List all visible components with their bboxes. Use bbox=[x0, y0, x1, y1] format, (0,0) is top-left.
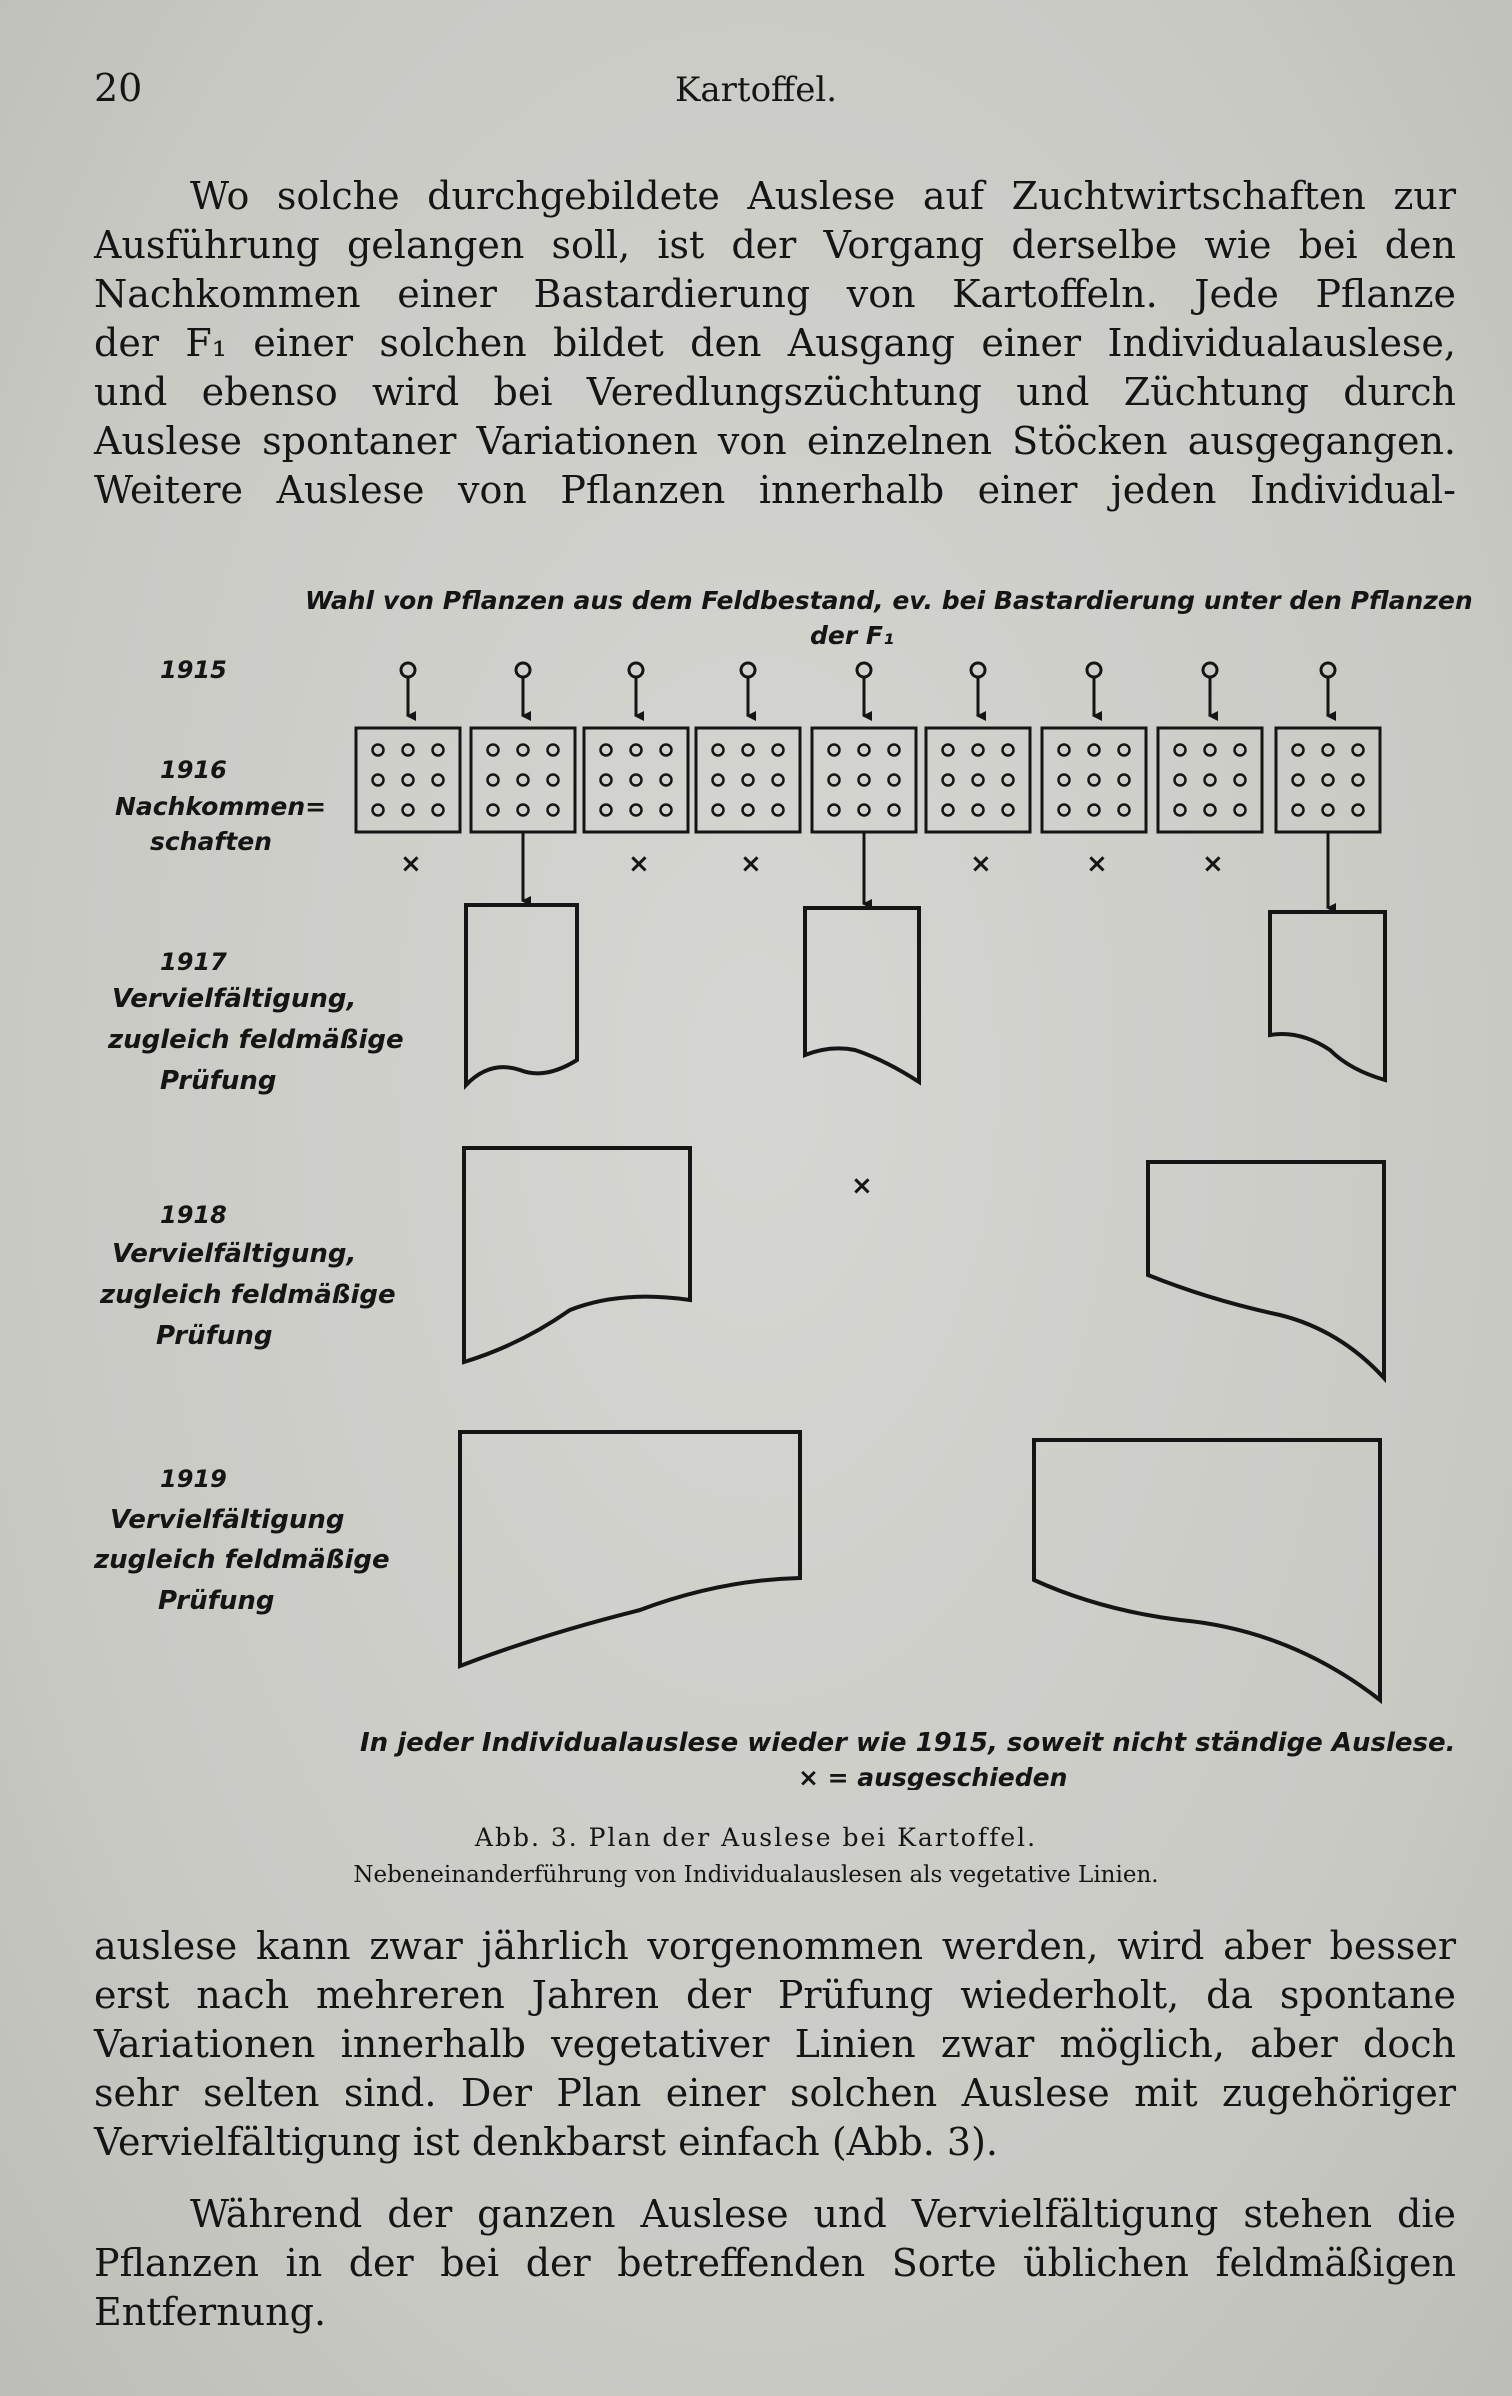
selection-diagram bbox=[0, 570, 1512, 1790]
tuber-symbol bbox=[1089, 775, 1100, 786]
tuber-symbol bbox=[1119, 805, 1130, 816]
plant-symbol bbox=[857, 663, 871, 677]
tuber-symbol bbox=[1293, 775, 1304, 786]
tuber-symbol bbox=[1235, 775, 1246, 786]
reject-mark: × bbox=[1086, 849, 1108, 879]
tuber-symbol bbox=[889, 805, 900, 816]
tuber-symbol bbox=[548, 775, 559, 786]
bottom-note-line-2: × = ausgeschieden bbox=[798, 1763, 1068, 1790]
tuber-symbol bbox=[713, 745, 724, 756]
label-schaften: schaften bbox=[150, 827, 272, 856]
figure-caption-subtitle: Nebeneinanderführung von Individualauslesen als vegetative Linien. bbox=[353, 1862, 1159, 1888]
tuber-symbol bbox=[433, 745, 444, 756]
tuber-symbol bbox=[1353, 805, 1364, 816]
plant-symbol bbox=[1087, 663, 1101, 677]
plant-symbol bbox=[971, 663, 985, 677]
tuber-symbol bbox=[1059, 745, 1070, 756]
offspring-plot bbox=[696, 728, 800, 832]
text-line: Variationen innerhalb vegetativer Linien zwar möglich, aber doch bbox=[94, 2022, 1456, 2066]
tuber-symbol bbox=[889, 745, 900, 756]
tuber-symbol bbox=[488, 775, 499, 786]
label-1918-line-1: Vervielfältigung, bbox=[112, 1239, 357, 1269]
reject-mark-1918: × bbox=[851, 1171, 873, 1201]
label-1919-line-2: zugleich feldmäßige bbox=[94, 1545, 390, 1575]
figure-selection-plan bbox=[0, 570, 1512, 1790]
tuber-symbol bbox=[1293, 805, 1304, 816]
tuber-symbol bbox=[1323, 745, 1334, 756]
field-1918-line-b bbox=[1148, 1162, 1384, 1378]
year-label-1915: 1915 bbox=[160, 656, 227, 684]
tuber-symbol bbox=[713, 775, 724, 786]
tuber-symbol bbox=[829, 775, 840, 786]
tuber-symbol bbox=[1003, 775, 1014, 786]
tuber-symbol bbox=[1089, 745, 1100, 756]
tuber-symbol bbox=[773, 745, 784, 756]
tuber-symbol bbox=[773, 805, 784, 816]
reject-mark: × bbox=[628, 849, 650, 879]
tuber-symbol bbox=[1293, 745, 1304, 756]
tuber-symbol bbox=[743, 805, 754, 816]
text-line: auslese kann zwar jährlich vorgenommen werden, wird aber besser bbox=[94, 1924, 1456, 1968]
plant-symbol bbox=[516, 663, 530, 677]
paragraph-2 bbox=[94, 1922, 1456, 2167]
text-line: Auslese spontaner Variationen von einzelnen Stöcken ausgegangen. bbox=[94, 419, 1456, 463]
field-1917-line-b bbox=[805, 908, 919, 1082]
tuber-symbol bbox=[829, 745, 840, 756]
label-1918-line-3: Prüfung bbox=[156, 1321, 273, 1351]
plant-symbol bbox=[401, 663, 415, 677]
text-line: Ausführung gelangen soll, ist der Vorgang derselbe wie bei den bbox=[94, 223, 1456, 267]
tuber-symbol bbox=[1175, 745, 1186, 756]
label-1918-line-2: zugleich feldmäßige bbox=[100, 1280, 396, 1310]
field-1917-line-c bbox=[1270, 912, 1385, 1080]
paragraph-3 bbox=[94, 2190, 1456, 2337]
field-1917-line-a bbox=[466, 905, 577, 1085]
tuber-symbol bbox=[661, 745, 672, 756]
tuber-symbol bbox=[601, 775, 612, 786]
offspring-plot bbox=[1158, 728, 1262, 832]
reject-mark: × bbox=[400, 849, 422, 879]
label-1917-line-3: Prüfung bbox=[160, 1066, 277, 1096]
label-nachkommen: Nachkommen= bbox=[115, 792, 327, 821]
text-line: erst nach mehreren Jahren der Prüfung wiederholt, da spontane bbox=[94, 1973, 1456, 2017]
tuber-symbol bbox=[859, 745, 870, 756]
tuber-symbol bbox=[601, 745, 612, 756]
offspring-plot bbox=[812, 728, 916, 832]
tuber-symbol bbox=[1175, 775, 1186, 786]
tuber-symbol bbox=[661, 775, 672, 786]
tuber-symbol bbox=[889, 775, 900, 786]
tuber-symbol bbox=[773, 775, 784, 786]
plant-symbol bbox=[629, 663, 643, 677]
plant-row-1915 bbox=[401, 663, 1335, 716]
tuber-symbol bbox=[403, 775, 414, 786]
tuber-symbol bbox=[1119, 775, 1130, 786]
offspring-plot bbox=[1042, 728, 1146, 832]
tuber-symbol bbox=[373, 775, 384, 786]
tuber-symbol bbox=[373, 745, 384, 756]
text-line: Entfernung. bbox=[94, 2290, 327, 2334]
text-line: Pflanzen in der bei der betreffenden Sorte üblichen feldmäßigen bbox=[94, 2241, 1456, 2285]
tuber-symbol bbox=[518, 775, 529, 786]
tuber-symbol bbox=[1235, 745, 1246, 756]
tuber-symbol bbox=[548, 745, 559, 756]
offspring-plot bbox=[584, 728, 688, 832]
year-label-1917: 1917 bbox=[160, 948, 227, 976]
tuber-symbol bbox=[488, 805, 499, 816]
tuber-symbol bbox=[973, 805, 984, 816]
tuber-symbol bbox=[1205, 805, 1216, 816]
tuber-symbol bbox=[1059, 775, 1070, 786]
tuber-symbol bbox=[548, 805, 559, 816]
tuber-symbol bbox=[631, 775, 642, 786]
tuber-symbol bbox=[433, 805, 444, 816]
tuber-symbol bbox=[1003, 805, 1014, 816]
field-1919-line-a bbox=[460, 1432, 800, 1666]
tuber-symbol bbox=[1089, 805, 1100, 816]
page-number: 20 bbox=[94, 66, 143, 110]
top-note-line-1: Wahl von Pflanzen aus dem Feldbestand, ev. bei Bastardierung unter den Pflanzen bbox=[305, 586, 1473, 615]
offspring-plot bbox=[471, 728, 575, 832]
tuber-symbol bbox=[943, 775, 954, 786]
reject-mark: × bbox=[970, 849, 992, 879]
plant-symbol bbox=[741, 663, 755, 677]
running-title: Kartoffel. bbox=[674, 70, 837, 110]
offspring-plots-1916 bbox=[356, 728, 1380, 832]
text-line: der F₁ einer solchen bildet den Ausgang einer Individualauslese, bbox=[94, 321, 1456, 365]
text-line: Weitere Auslese von Pflanzen innerhalb einer jeden Individual- bbox=[94, 468, 1456, 512]
text-line: und ebenso wird bei Veredlungszüchtung und Züchtung durch bbox=[94, 370, 1456, 414]
tuber-symbol bbox=[973, 745, 984, 756]
tuber-symbol bbox=[973, 775, 984, 786]
tuber-symbol bbox=[433, 775, 444, 786]
paragraph-1 bbox=[94, 172, 1456, 515]
tuber-symbol bbox=[1353, 775, 1364, 786]
plant-symbol bbox=[1203, 663, 1217, 677]
tuber-symbol bbox=[403, 805, 414, 816]
label-1917-line-1: Vervielfältigung, bbox=[112, 984, 357, 1014]
reject-mark: × bbox=[740, 849, 762, 879]
tuber-symbol bbox=[1323, 775, 1334, 786]
year-label-1918: 1918 bbox=[160, 1201, 227, 1229]
field-1919-line-b bbox=[1034, 1440, 1380, 1700]
tuber-symbol bbox=[1205, 775, 1216, 786]
tuber-symbol bbox=[601, 805, 612, 816]
tuber-symbol bbox=[1353, 745, 1364, 756]
figure-caption-title: Abb. 3. Plan der Auslese bei Kartoffel. bbox=[474, 1823, 1038, 1852]
label-1919-line-1: Vervielfältigung bbox=[110, 1505, 345, 1535]
tuber-symbol bbox=[403, 745, 414, 756]
tuber-symbol bbox=[743, 745, 754, 756]
text-line: sehr selten sind. Der Plan einer solchen Auslese mit zugehöriger bbox=[94, 2071, 1456, 2115]
tuber-symbol bbox=[661, 805, 672, 816]
offspring-plot bbox=[926, 728, 1030, 832]
tuber-symbol bbox=[1235, 805, 1246, 816]
tuber-symbol bbox=[1323, 805, 1334, 816]
text-line: Nachkommen einer Bastardierung von Kartoffeln. Jede Pflanze bbox=[94, 272, 1456, 316]
tuber-symbol bbox=[859, 805, 870, 816]
text-line: Während der ganzen Auslese und Vervielfältigung stehen die bbox=[190, 2192, 1456, 2236]
offspring-plot bbox=[356, 728, 460, 832]
tuber-symbol bbox=[829, 805, 840, 816]
tuber-symbol bbox=[1119, 745, 1130, 756]
tuber-symbol bbox=[631, 805, 642, 816]
tuber-symbol bbox=[1059, 805, 1070, 816]
tuber-symbol bbox=[743, 775, 754, 786]
offspring-plot bbox=[1276, 728, 1380, 832]
tuber-symbol bbox=[518, 805, 529, 816]
top-note-line-2: der F₁ bbox=[810, 621, 894, 650]
tuber-symbol bbox=[943, 805, 954, 816]
label-1917-line-2: zugleich feldmäßige bbox=[108, 1025, 404, 1055]
tuber-symbol bbox=[373, 805, 384, 816]
field-1918-line-a bbox=[464, 1148, 690, 1362]
tuber-symbol bbox=[713, 805, 724, 816]
tuber-symbol bbox=[488, 745, 499, 756]
year-label-1919: 1919 bbox=[160, 1465, 227, 1493]
tuber-symbol bbox=[943, 745, 954, 756]
text-line: Vervielfältigung ist denkbarst einfach (Abb. 3). bbox=[94, 2120, 998, 2164]
tuber-symbol bbox=[1175, 805, 1186, 816]
reject-mark: × bbox=[1202, 849, 1224, 879]
tuber-symbol bbox=[1003, 745, 1014, 756]
year-label-1916: 1916 bbox=[160, 756, 227, 784]
bottom-note-line-1: In jeder Individualauslese wieder wie 1915, soweit nicht ständige Auslese. bbox=[360, 1728, 1456, 1758]
tuber-symbol bbox=[859, 775, 870, 786]
tuber-symbol bbox=[1205, 745, 1216, 756]
text-line: Wo solche durchgebildete Auslese auf Zuchtwirtschaften zur bbox=[190, 174, 1456, 218]
tuber-symbol bbox=[518, 745, 529, 756]
plant-symbol bbox=[1321, 663, 1335, 677]
label-1919-line-3: Prüfung bbox=[158, 1586, 275, 1616]
tuber-symbol bbox=[631, 745, 642, 756]
